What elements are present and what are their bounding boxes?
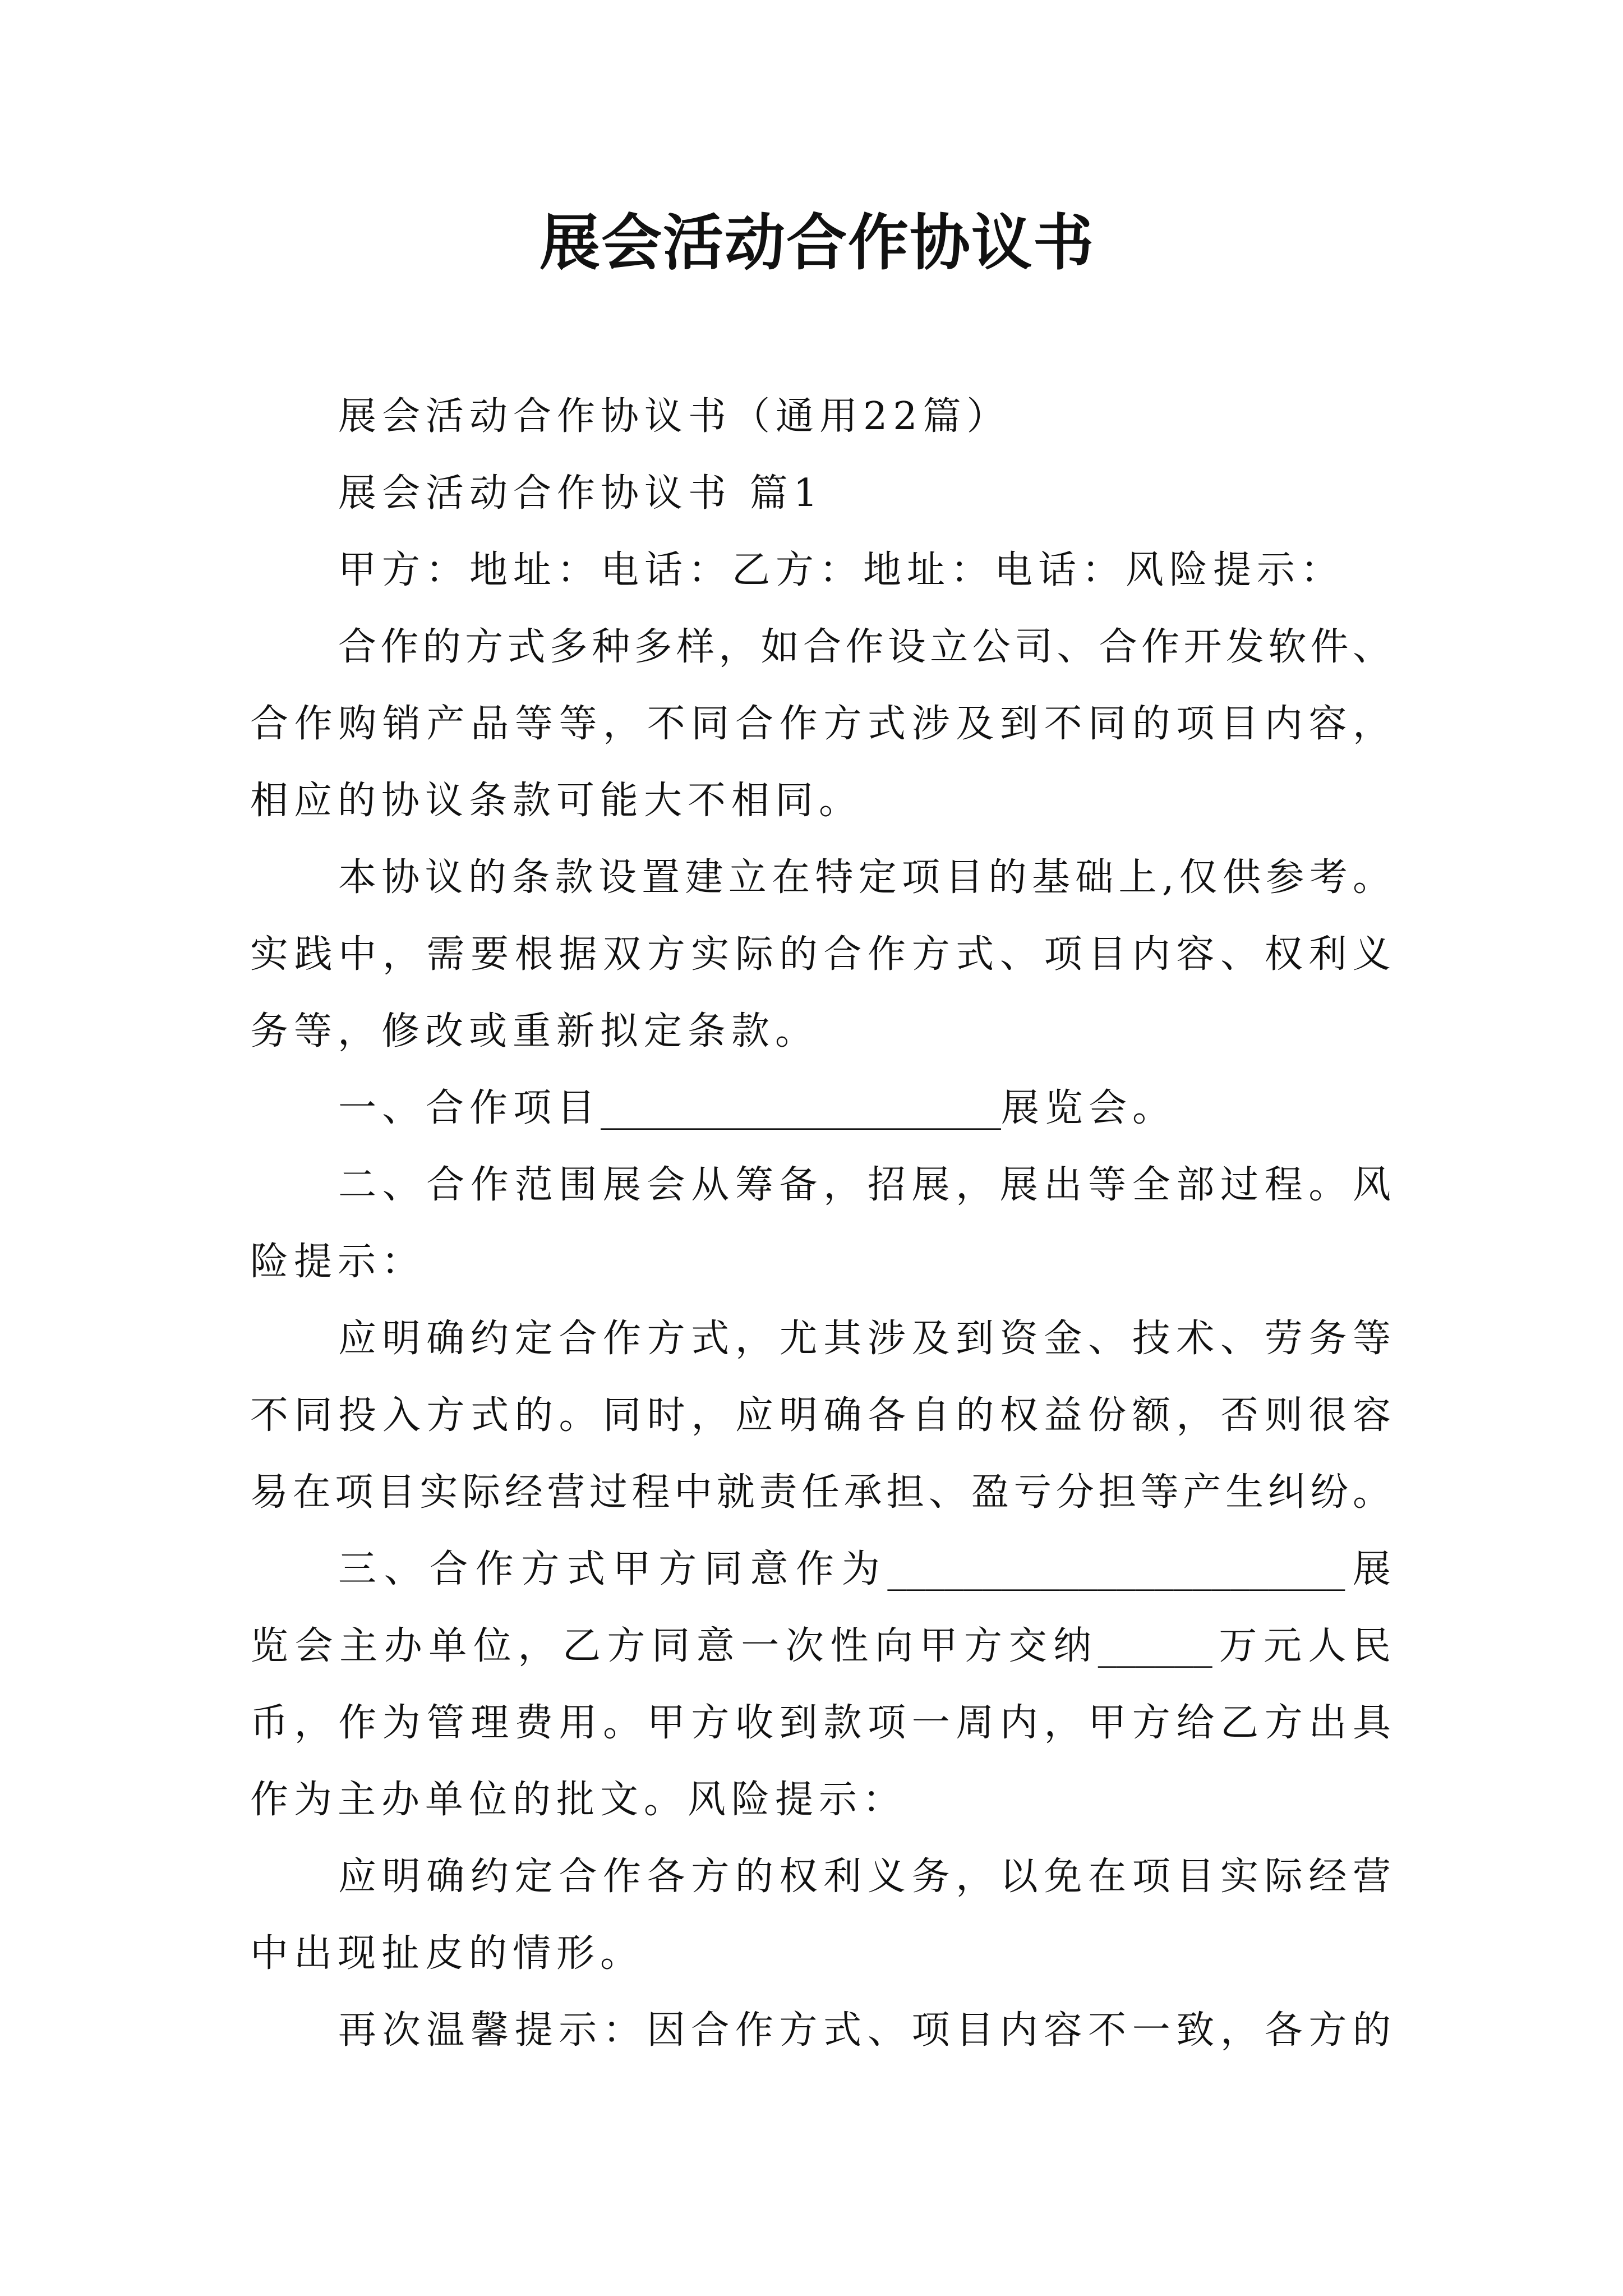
paragraph-line: 二、合作范围展会从筹备，招展，展出等全部过程。风 [338,1163,1391,1207]
clause-text: 展览会。 [1001,1086,1177,1130]
paragraph-line: 作为主办单位的批文。风险提示： [250,1778,907,1822]
clause-text: 万元人民 [1212,1624,1391,1668]
clause-text: 展 [1345,1547,1391,1591]
paragraph-line: 中出现扯皮的情形。 [250,1931,644,1976]
clause-cooperation-project [250,1070,1391,1147]
document-title: 展会活动合作协议书 [539,208,1095,278]
paragraph-line: 合作购销产品等等，不同合作方式涉及到不同的项目内容， [250,702,1391,746]
article-heading: 展会活动合作协议书 篇1 [338,471,823,516]
paragraph-line: 再次温馨提示：因合作方式、项目内容不一致，各方的 [338,2008,1391,2053]
paragraph-line: 本协议的条款设置建立在特定项目的基础上,仅供参考。 [338,855,1391,900]
paragraph-line: 务等，修改或重新拟定条款。 [250,1009,819,1053]
paragraph-line: 币，作为管理费用。甲方收到款项一周内，甲方给乙方出具 [250,1701,1391,1745]
clause-text: 一、合作项目 [338,1086,601,1130]
parties-line: 甲方：地址：电话：乙方：地址：电话：风险提示： [338,548,1345,592]
clause-cooperation-method [250,1531,1391,1608]
clause-text: 览会主办单位，乙方同意一次性向甲方交纳 [250,1624,1098,1668]
document-body [250,378,1391,2069]
paragraph-line: 实践中，需要根据双方实际的合作方式、项目内容、权利义 [250,932,1391,977]
fill-in-blank: ________________________ [887,1547,1345,1591]
fill-in-blank: _____________________ [601,1086,1002,1130]
paragraph-line: 合作的方式多种多样，如合作设立公司、合作开发软件、 [338,625,1391,669]
collection-title: 展会活动合作协议书（通用22篇） [338,394,1011,439]
paragraph-line: 应明确约定合作各方的权利义务，以免在项目实际经营 [338,1855,1391,1899]
paragraph-line: 不同投入方式的。同时，应明确各自的权益份额，否则很容 [250,1393,1391,1438]
clause-text: 三、合作方式甲方同意作为 [338,1547,888,1591]
fill-in-blank: ______ [1098,1624,1212,1668]
paragraph-line: 易在项目实际经营过程中就责任承担、盈亏分担等产生纠纷。 [250,1470,1391,1515]
clause-payment-line [250,1608,1391,1685]
paragraph-line: 相应的协议条款可能大不相同。 [250,779,863,823]
paragraph-line: 险提示： [250,1240,426,1284]
paragraph-line: 应明确约定合作方式，尤其涉及到资金、技术、劳务等 [338,1317,1391,1361]
